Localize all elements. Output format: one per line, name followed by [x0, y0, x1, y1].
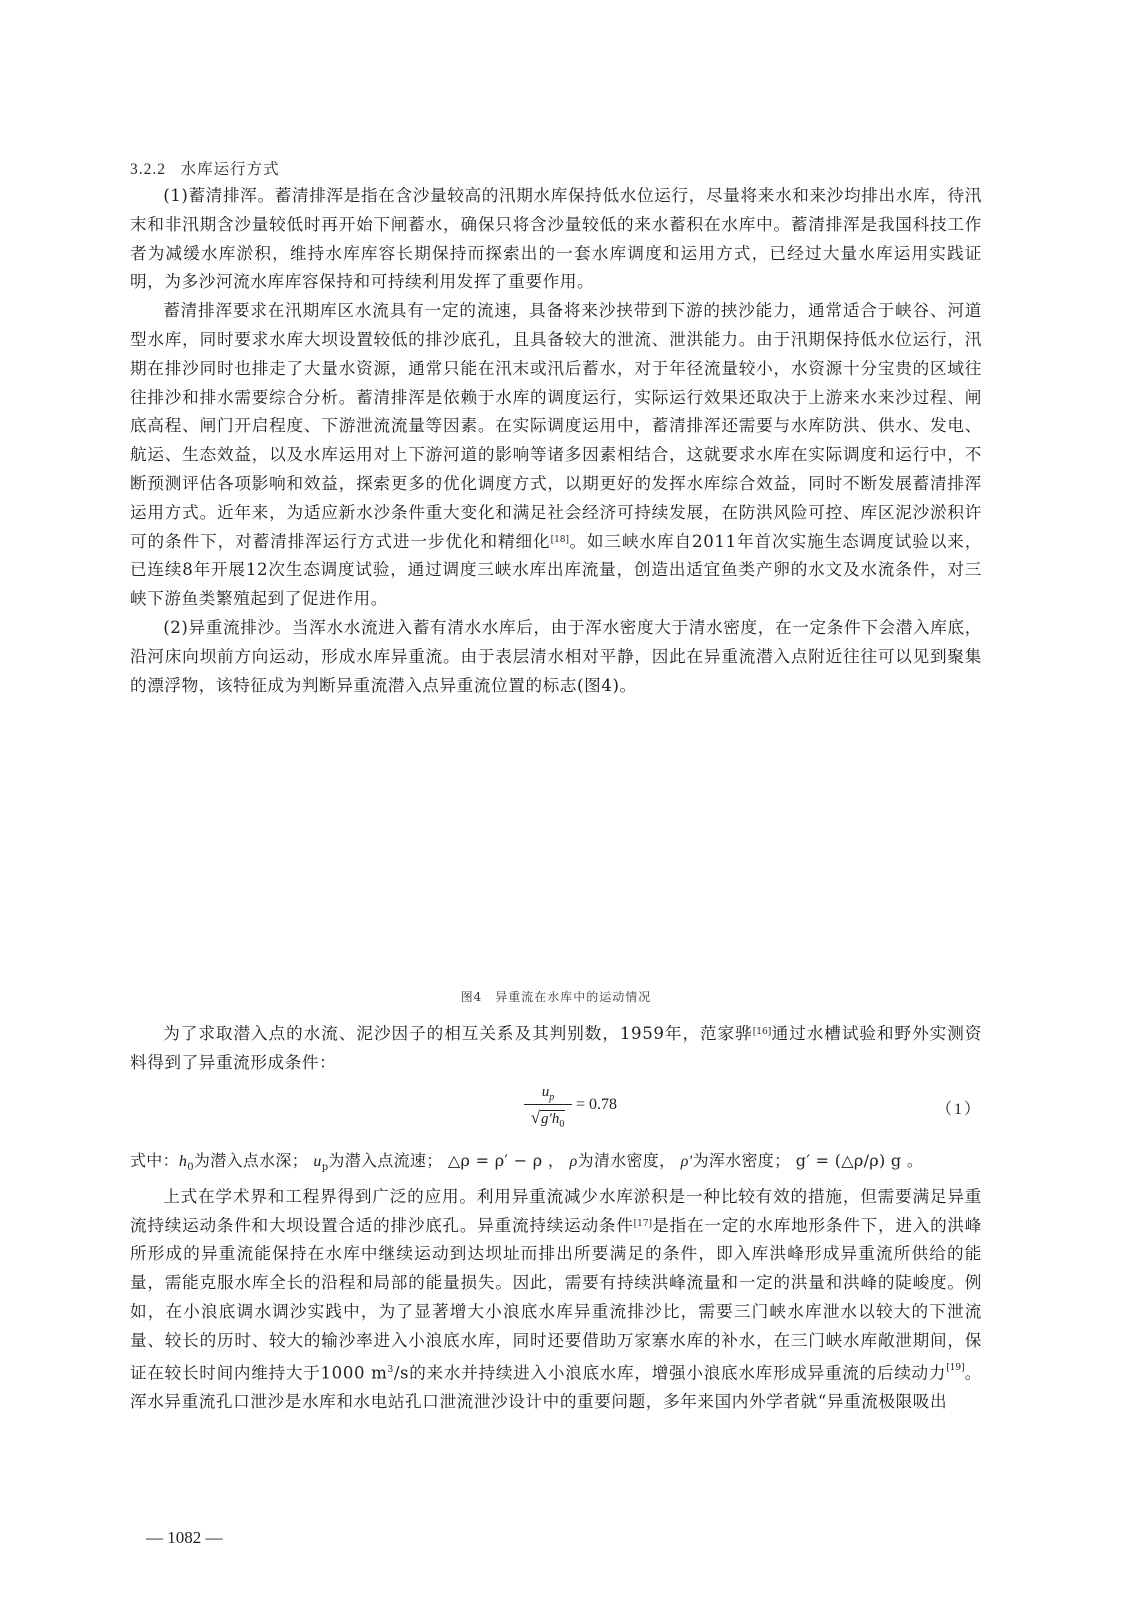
paragraph-2-text-a: 蓄清排浑要求在汛期库区水流具有一定的流速，具备将来沙挟带到下游的挟沙能力，通常适合于峡谷、河道型水库，同时要求水库大坝设置较低的排沙底孔，且具备较大的泄流、泄洪能力。由于汛期保持低水位运行，汛期在排沙同时也排走了大量水资源，通常只能在汛末或汛后蓄水，对于年径流量较小，水资源十分宝贵的区域往往排沙和排水需要综合分析。蓄清排浑是依赖于水库的调度运行，实际运行效果还取决于上游来水来沙过程、闸底高程、闸门开启程度、下游泄流流量等因素。在实际调度运用中，蓄清排浑还需要与水库防洪、供水、发电、航运、生态效益，以及水库运用对上下游河道的影响等诸多因素相结合，这就要求水库在实际调度和运行中，不断预测评估各项影响和效益，探索更多的优化调度方式，以期更好的发挥水库综合效益，同时不断发展蓄清排浑运用方式。近年来，为适应新水沙条件重大变化和满足社会经济可持续发展，在防洪风险可控、库区泥沙淤积许可的条件下，对蓄清排浑运行方式进一步优化和精细化 — [130, 301, 982, 551]
fraction-bar — [524, 1104, 572, 1105]
equation-denominator: $√g'h_0$ — [530, 1107, 565, 1130]
section-heading — [130, 158, 982, 182]
unit-superscript: 3 — [387, 1364, 394, 1375]
paragraph-5: 上式在学术界和工程界得到广泛的应用。利用异重流减少水库淤积是一种比较有效的措施，但需要满足异重流持续运动条件和大坝设置合适的排沙底孔。异重流持续运动条件[17]是指在一定的水库地形条件下，进入的洪峰所形成的异重流能保持在水库中继续运动到达坝址而排出所要满足的条件，即入库洪峰形成异重流所供给的能量，需能克服水库全长的沿程和局部的能量损失。因此，需要有持续洪峰流量和一定的洪量和洪峰的陡峻度。例如，在小浪底调水调沙实践中，为了显著增大小浪底水库异重流排沙比，需要三门峡水库泄水以较大的下泄流量、较长的历时、较大的输沙率进入小浪底水库，同时还要借助万家寨水库的补水，在三门峡水库敞泄期间，保证在较长时间内维持大于1000 $m^3/s$的来水并持续进入小浪底水库，增强小浪底水库形成异重流的后续动力[19]。浑水异重流孔口泄沙是水库和水电站孔口泄流泄沙设计中的重要问题，多年来国内外学者就“异重流极限吸出 — [130, 1186, 982, 1411]
equation-1 — [130, 1082, 982, 1146]
paragraph-4 — [130, 1020, 982, 1078]
citation-18: [18] — [550, 534, 570, 545]
citation-19: [19] — [946, 1362, 965, 1373]
section-title: 水库运行方式 — [180, 161, 280, 178]
symbol-definitions: 式中：$h_0$为潜入点水深； $u_p$为潜入点流速； △ρ = ρ′ − ρ ， ρ为清水密度， ρ′为浑水密度； g′ = (△ρ/ρ) g 。 — [130, 1150, 924, 1173]
citation-17: [17] — [633, 1218, 653, 1229]
page-number: — 1082 — — [146, 1528, 223, 1547]
paragraph-2 — [130, 297, 982, 614]
radical-sign: √ — [530, 1107, 541, 1127]
equation-numerator: $u_p$ — [541, 1083, 555, 1103]
citation-16: [16] — [752, 1027, 772, 1037]
paragraph-3: (2)异重流排沙。当浑水水流进入蓄有清水水库后，由于浑水密度大于清水密度，在一定条件下会潜入库底，沿河床向坝前方向运动，形成水库异重流。由于表层清水相对平静，因此在异重流潜入点附近往往可以见到聚集的漂浮物，该特征成为判断异重流潜入点异重流位置的标志(图4)。 — [130, 617, 982, 695]
paragraph-2-text-b: 。如三峡水库自2011年首次实施生态调度试验以来，已连续8年开展12次生态调度试验，通过调度三峡水库出库流量，创造出适宜鱼类产卵的水文及水流条件，对三峡下游鱼类繁殖起到了促进作用。 — [130, 531, 982, 609]
paragraph-4-text-a: 为了求取潜入点的水流、泥沙因子的相互关系及其判别数，1959年，范家骅 — [163, 1024, 753, 1043]
equation-value: = 0.78 — [576, 1095, 618, 1113]
section-number: 3.2.2 — [130, 161, 166, 178]
equation-fraction — [524, 1082, 572, 1136]
upper-text-block — [130, 158, 982, 700]
lower-text-block — [130, 1020, 982, 1417]
paragraph-1: (1)蓄清排浑。蓄清排浑是指在含沙量较高的汛期水库保持低水位运行，尽量将来水和来沙均排出水库，待汛末和非汛期含沙量较低时再开始下闸蓄水，确保只将含沙量较低的来水蓄积在水库中。蓄清排浑是我国科技工作者为减缓水库淤积，维持水库库容长期保持而探索出的一套水库调度和运用方式，已经过大量水库运用实践证明，为多沙河流水库库容保持和可持续利用发挥了重要作用。 — [130, 186, 982, 292]
paragraph-4-text-b: 通过水槽试验和野外实测资料得到了异重流形成条件： — [130, 1024, 983, 1072]
figure-caption: 图4 异重流在水库中的运动情况 — [460, 990, 652, 1004]
equation-number: （1） — [935, 1100, 982, 1118]
